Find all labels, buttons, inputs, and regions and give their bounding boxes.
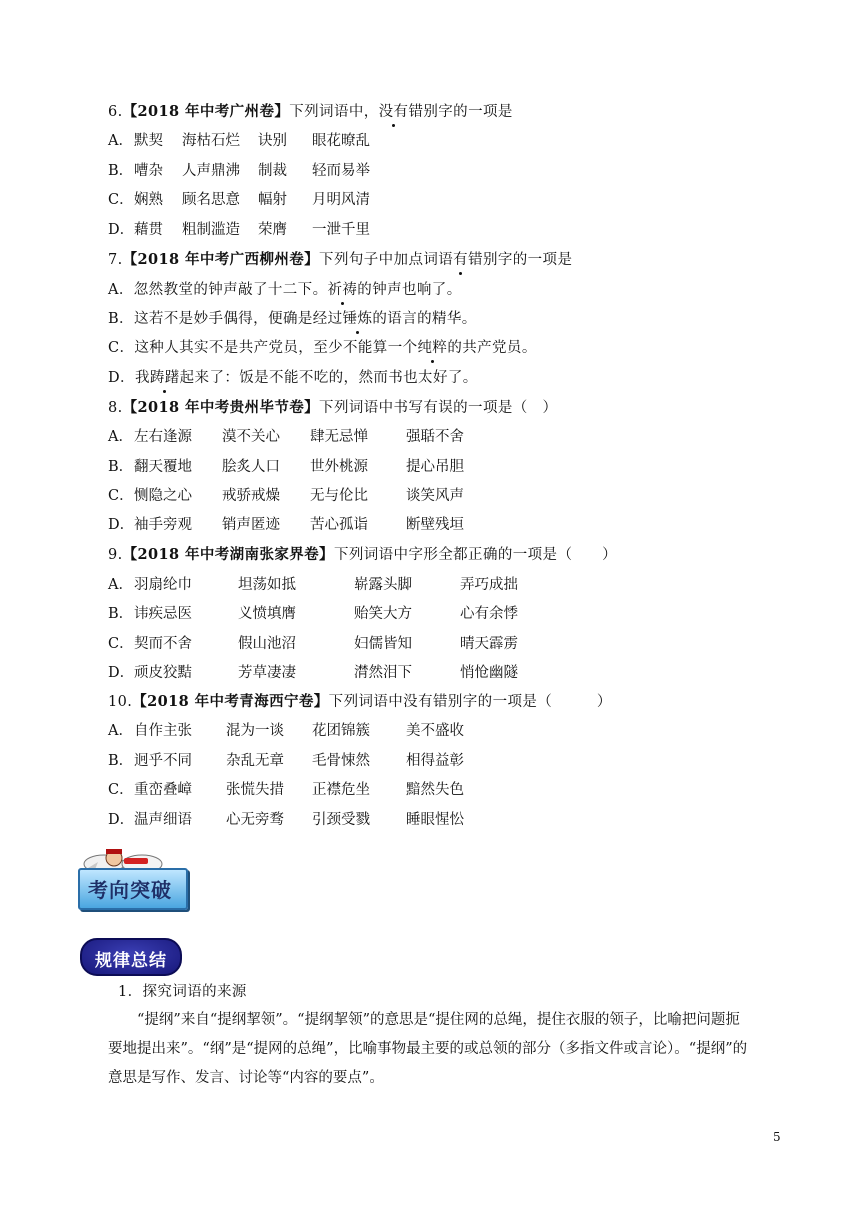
option-word: 娴熟: [134, 192, 163, 208]
dotted-word: 锤炼: [342, 311, 373, 327]
option-label: D．: [108, 812, 135, 828]
option-word: 羽扇纶巾: [134, 577, 192, 593]
option-word: 翻天覆地: [134, 459, 192, 475]
question-source: 【2018 年中考广西柳州卷】: [122, 251, 320, 268]
option-word: 芳草凄凄: [238, 665, 296, 681]
option-word: 假山池沼: [238, 636, 296, 652]
option-word: 顽皮狡黠: [134, 665, 192, 681]
point-title: 1．探究词语的来源: [118, 984, 247, 1000]
section-badge: 考向突破: [78, 868, 188, 910]
option-word: 销声匿迹: [222, 517, 280, 533]
option-label: D．: [108, 517, 135, 533]
option-word: 海枯石烂: [182, 133, 240, 149]
option-word: 世外桃源: [310, 459, 368, 475]
option-label: A．: [108, 577, 133, 593]
option-label: A．: [108, 723, 133, 739]
dotted-word: 踌躇: [149, 370, 180, 386]
option-word: 契而不舍: [134, 636, 192, 652]
option-word: 睡眼惺忪: [406, 812, 464, 828]
option-word: 月明风清: [312, 192, 370, 208]
option-word: 心有余悸: [460, 606, 518, 622]
option-word: 自作主张: [134, 723, 192, 739]
question-source: 【2018 年中考贵州毕节卷】: [122, 399, 320, 416]
option-word: 左右逢源: [134, 429, 192, 445]
summary-badge: 规律总结: [80, 938, 182, 976]
option-label: D．: [108, 665, 135, 681]
option-word: 温声细语: [134, 812, 192, 828]
option-word: 正襟危坐: [312, 782, 370, 798]
option-word: 弄巧成拙: [460, 577, 518, 593]
option-word: 混为一谈: [226, 723, 284, 739]
question-number: 9.: [108, 547, 123, 563]
option-word: 断壁残垣: [406, 517, 464, 533]
dotted-word: 纯粹: [417, 340, 448, 356]
option-word: 坦荡如抵: [238, 577, 296, 593]
option-label: C．: [108, 192, 134, 208]
option-c: C．这种人其实不是共产党员，至少不能算一个纯粹的共产党员。: [108, 340, 537, 356]
stem-text: 错别字的一项是: [408, 104, 513, 120]
question-6-stem: [108, 102, 513, 122]
stem-text: 下列句子中加点词语: [319, 252, 454, 268]
option-word: 嘈杂: [134, 163, 163, 179]
option-a: A．忽然教堂的钟声敲了十二下。祈祷的钟声也响了。: [108, 282, 462, 298]
option-word: 杂乱无章: [226, 753, 284, 769]
option-word: 贻笑大方: [354, 606, 412, 622]
option-word: 轻而易举: [312, 163, 370, 179]
option-word: 粗制滥造: [182, 222, 240, 238]
option-word: 毛骨悚然: [312, 753, 370, 769]
option-label: A．: [108, 429, 133, 445]
option-word: 顾名思意: [182, 192, 240, 208]
option-word: 心无旁骛: [226, 812, 284, 828]
option-word: 强聒不舍: [406, 429, 464, 445]
stem-text: 下列词语中没有错别字的一项是（ ）: [328, 694, 612, 710]
option-word: 诀别: [258, 133, 287, 149]
stem-text: 下列词语中字形全都正确的一项是（ ）: [333, 547, 618, 563]
option-word: 提心吊胆: [406, 459, 464, 475]
option-label: C．: [108, 636, 134, 652]
option-label: C．: [108, 782, 134, 798]
option-word: 重峦叠嶂: [134, 782, 192, 798]
question-number: 6.: [108, 104, 123, 120]
option-word: 脍炙人口: [222, 459, 280, 475]
stem-text: 错别字的一项是: [468, 252, 573, 268]
option-word: 一泄千里: [312, 222, 370, 238]
option-word: 制裁: [258, 163, 287, 179]
explanation-paragraph: “提纲”来自“提纲挈领”。“提纲挈领”的意思是“提住网的总绳，提住衣服的领子，比喻把问题扼要地提出来”。“纲”是“提网的总绳”，比喻事物最主要的或总领的部分（多指文件或言论）。“提纲”的意思是写作、发言、讨论等“内容的要点”。: [108, 1012, 748, 1086]
option-word: 苦心孤诣: [310, 517, 368, 533]
option-label: B．: [108, 163, 134, 179]
option-word: 袖手旁观: [134, 517, 192, 533]
question-9-stem: [108, 545, 617, 565]
option-word: 张慌失措: [226, 782, 284, 798]
option-word: 崭露头脚: [354, 577, 412, 593]
option-word: 藉贯: [134, 222, 163, 238]
stem-text: 下列词语中，: [289, 104, 379, 120]
option-word: 荣膺: [258, 222, 287, 238]
dotted-word: 祈祷: [327, 282, 358, 298]
question-number: 10.: [108, 694, 133, 710]
option-word: 无与伦比: [310, 488, 368, 504]
option-word: 幅射: [258, 192, 287, 208]
option-label: B．: [108, 753, 134, 769]
option-label: B．: [108, 606, 134, 622]
option-word: 漠不关心: [222, 429, 280, 445]
option-word: 讳疾忌医: [134, 606, 192, 622]
option-d: D．我踌躇起来了：饭是不能不吃的，然而书也太好了。: [108, 370, 478, 386]
emphasis-dotted-text: 没有: [378, 104, 409, 120]
question-number: 7.: [108, 252, 123, 268]
option-word: 谈笑风声: [406, 488, 464, 504]
emphasis-dotted-text: 有: [453, 252, 469, 268]
option-word: 相得益彰: [406, 753, 464, 769]
question-7-stem: [108, 250, 572, 270]
option-b: B．这若不是妙手偶得，便确是经过锤炼的语言的精华。: [108, 311, 477, 327]
page-number: 5: [773, 1130, 781, 1144]
option-word: 引颈受戮: [312, 812, 370, 828]
option-word: 眼花暸乱: [312, 133, 370, 149]
option-label: D．: [108, 222, 135, 238]
stem-text: 下列词语中书写有误的一项是（ ）: [319, 400, 558, 416]
question-source: 【2018 年中考广州卷】: [122, 103, 290, 120]
option-word: 花团锦簇: [312, 723, 370, 739]
option-word: 妇儒皆知: [354, 636, 412, 652]
option-word: 美不盛收: [406, 723, 464, 739]
option-word: 晴天霹雳: [460, 636, 518, 652]
question-8-stem: [108, 398, 557, 418]
question-source: 【2018 年中考青海西宁卷】: [132, 693, 329, 710]
option-word: 义愤填膺: [238, 606, 296, 622]
option-word: 迥乎不同: [134, 753, 192, 769]
option-label: B．: [108, 459, 134, 475]
option-label: A．: [108, 133, 133, 149]
option-word: 肆无忌惮: [310, 429, 368, 445]
question-number: 8.: [108, 400, 123, 416]
option-word: 潸然泪下: [354, 665, 412, 681]
option-word: 戒骄戒燥: [222, 488, 280, 504]
option-word: 悄怆幽隧: [460, 665, 518, 681]
option-word: 黯然失色: [406, 782, 464, 798]
option-word: 恻隐之心: [134, 488, 192, 504]
question-10-stem: [108, 692, 612, 712]
option-label: C．: [108, 488, 134, 504]
question-source: 【2018 年中考湖南张家界卷】: [122, 546, 334, 563]
option-word: 默契: [134, 133, 163, 149]
option-word: 人声鼎沸: [182, 163, 240, 179]
